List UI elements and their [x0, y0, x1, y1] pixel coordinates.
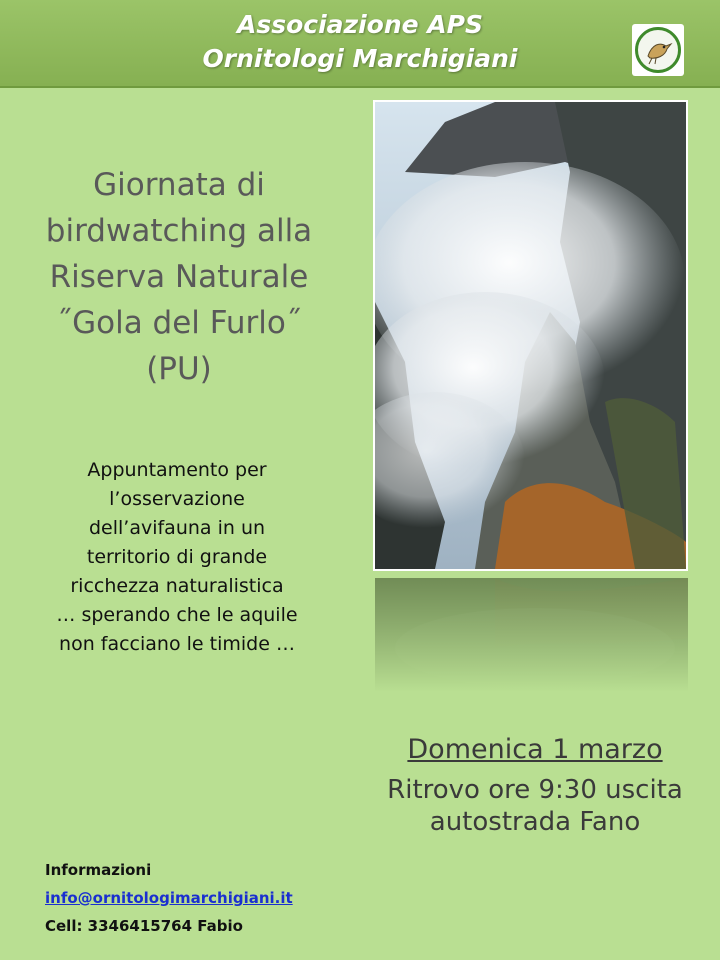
contact-email-link[interactable]: info@ornitologimarchigiani.it [45, 889, 293, 907]
event-title [20, 162, 338, 392]
event-description [22, 456, 332, 659]
meeting-line-1: Ritrovo ore 9:30 uscita [387, 775, 683, 805]
gorge-illustration [375, 102, 686, 569]
description-line: … sperando che le aquile [56, 604, 298, 626]
event-date-block [350, 730, 720, 838]
header-banner [0, 0, 720, 88]
description-line: ricchezza naturalistica [70, 575, 284, 597]
logo-ring [635, 27, 681, 73]
bird-logo-icon [632, 24, 684, 76]
contact-heading: Informazioni [45, 861, 152, 879]
title-line: Riserva Naturale [49, 259, 309, 295]
title-line: (PU) [146, 351, 212, 387]
title-line: Giornata di [93, 167, 265, 203]
description-line: dell’avifauna in un [88, 517, 266, 539]
photo-reflection [375, 578, 688, 692]
description-line: territorio di grande [86, 546, 268, 568]
event-date: Domenica 1 marzo [407, 734, 663, 765]
title-line: birdwatching alla [45, 213, 313, 249]
association-name-line1: Associazione APS [237, 10, 483, 39]
reflection-illustration [375, 578, 688, 692]
description-line: l’osservazione [109, 488, 245, 510]
description-line: Appuntamento per [87, 459, 267, 481]
foggy-gorge-photo [373, 100, 688, 571]
bird-silhouette-icon [638, 30, 678, 70]
contact-phone: Cell: 3346415764 Fabio [45, 917, 243, 935]
contact-info [45, 856, 365, 940]
association-name-line2: Ornitologi Marchigiani [202, 44, 518, 73]
title-line: ˝Gola del Furlo˝ [56, 305, 302, 341]
meeting-line-2: autostrada Fano [429, 807, 641, 837]
description-line: non facciano le timide … [59, 633, 295, 655]
